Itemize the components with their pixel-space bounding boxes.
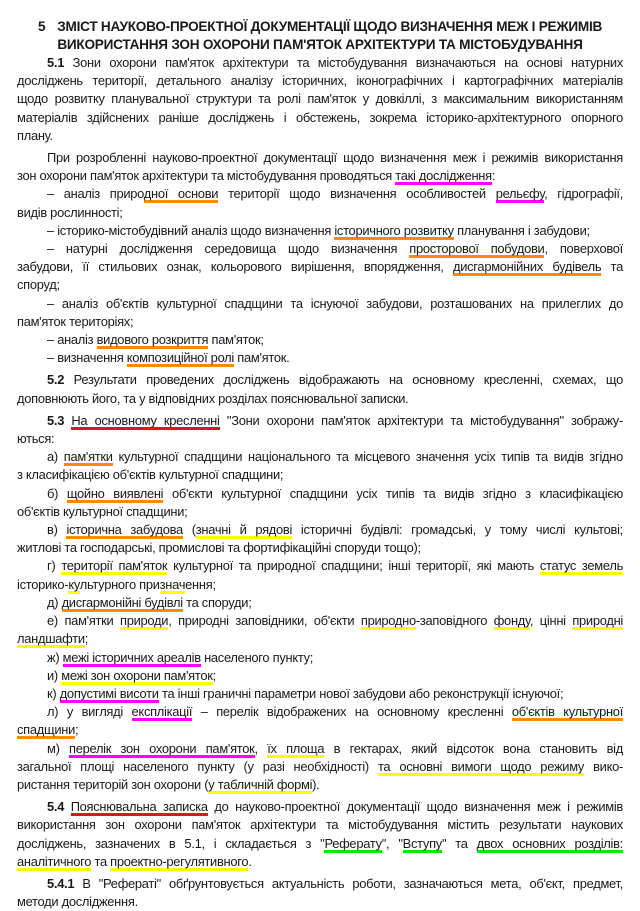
highlight-underline-yellow: та основні вимоги щодо режиму <box>377 758 585 774</box>
text-segment: ; <box>212 667 216 683</box>
clause-number: 5.4.1 <box>47 875 75 891</box>
text-segment: та інші граничні параметри нової забудови або реконструкції існуючої; <box>158 685 564 701</box>
text-segment: – натурні дослідження середовища щодо визначення <box>47 241 410 257</box>
document-body <box>17 54 623 911</box>
text-segment: б) <box>47 485 67 501</box>
text-line <box>17 109 623 127</box>
text-segment: та <box>91 853 111 869</box>
highlight-underline-yellow: статус земель <box>539 558 623 574</box>
text-segment: л) у вигляді <box>47 704 132 720</box>
text-line <box>17 503 623 521</box>
text-line <box>17 72 623 90</box>
text-segment: При розробленні науково-проектної документації щодо визначення меж і режимів використання <box>47 150 623 166</box>
text-segment: споруд; <box>17 277 60 293</box>
text-segment: Результати проведених досліджень відображають на основному кресленні, схемах, що <box>64 372 623 388</box>
highlight-underline-yellow: ку <box>68 576 80 592</box>
text-segment: в гектарах, який відсоток вона становить від <box>324 740 623 756</box>
text-segment: – аналіз об'єктів культурної спадщини та існуючої забудови, розташованих на прилеглих до <box>47 295 623 311</box>
text-segment: досліджень території, детального аналізу історичних, іконографічних і картографічних матеріалів <box>17 73 623 89</box>
section-number: 5 <box>37 19 46 34</box>
clause-number: 5.2 <box>47 372 65 388</box>
text-line <box>17 594 623 612</box>
highlight-underline-red: Пояснювальна записка <box>70 799 208 815</box>
highlight-underline-orange: просторової побудови <box>409 241 545 257</box>
text-line <box>17 313 623 331</box>
text-line <box>17 295 623 313</box>
text-segment: , гідрографії, <box>544 186 624 202</box>
text-line <box>17 776 623 794</box>
text-segment: зон охорони пам'яток архітектури та містобудування проводяться <box>17 168 396 184</box>
highlight-underline-green: двох основних розділів: <box>476 835 623 851</box>
highlight-underline-orange: історична забудова <box>66 522 183 538</box>
research-item-6 <box>17 349 623 367</box>
text-segment: планування і забудови; <box>453 222 590 238</box>
text-segment: д) <box>47 594 62 610</box>
text-line <box>17 276 623 294</box>
research-item-1 <box>17 185 623 221</box>
text-segment: населеного пункту; <box>200 649 314 665</box>
text-segment: – визначення <box>47 350 127 366</box>
text-line <box>17 185 623 203</box>
text-line <box>17 875 623 893</box>
highlight-underline-magenta: такі дослідження <box>395 168 492 184</box>
text-line <box>17 204 623 222</box>
text-segment: , цінні <box>529 613 573 629</box>
text-segment: загальної площі населеного пункту (у разі необхідності) <box>17 758 378 774</box>
highlight-underline-orange: видового розкриття <box>96 332 209 348</box>
text-segment: ристання територій зон охорони ( <box>17 776 209 792</box>
text-segment: Зони охорони пам'яток архітектури та містобудування визначаються на основі натурних <box>64 55 623 70</box>
text-segment: об'єкти культурної спадщини усіх типів та видів згідно з класифікацією <box>163 485 623 501</box>
text-segment: житлові та господарські, промислові та фортифікаційні споруди тощо); <box>17 540 421 556</box>
item-m <box>17 740 623 795</box>
section-5-4-1 <box>17 875 623 911</box>
item-v <box>17 521 623 557</box>
text-line <box>17 521 623 539</box>
text-segment: в) <box>47 522 67 538</box>
text-segment: льтурного при <box>79 576 160 592</box>
text-line <box>17 539 623 557</box>
section-5-3 <box>17 412 623 448</box>
clause-number: 5.4 <box>47 799 65 815</box>
section-5-1 <box>17 54 623 145</box>
text-segment: пам'яток; <box>208 332 264 348</box>
text-segment: "Зони охорони пам'яток архітектури та містобудування" зображу- <box>219 412 623 428</box>
text-line <box>17 485 623 503</box>
item-y <box>17 667 623 685</box>
section-title-line-1 <box>17 18 623 36</box>
research-item-5 <box>17 331 623 349</box>
item-zh <box>17 649 623 667</box>
text-segment: ж) <box>47 649 63 665</box>
text-segment: пам'яток. <box>234 350 290 366</box>
text-segment: використання зон охорони пам'яток архітектури та містобудування містить результати наукових <box>17 817 623 833</box>
text-line <box>17 853 623 871</box>
text-segment: до науково-проектної документації щодо визначення меж і режимів <box>207 799 623 815</box>
text-line <box>17 258 623 276</box>
clause-number: 5.3 <box>47 412 65 428</box>
highlight-underline-orange: об'єктів культурної <box>511 704 623 720</box>
text-segment: ). <box>312 776 320 792</box>
text-segment: а) <box>47 449 64 465</box>
text-segment <box>64 799 71 814</box>
highlight-underline-yellow: у табличній формі <box>208 776 313 792</box>
text-line <box>17 54 623 72</box>
text-segment: пам'яток територіях; <box>17 313 134 329</box>
text-segment: та <box>601 259 623 275</box>
section-5-2 <box>17 371 623 407</box>
research-item-3 <box>17 240 623 295</box>
text-segment: ; <box>75 722 79 738</box>
text-line <box>17 167 623 185</box>
section-title <box>17 18 623 54</box>
item-b <box>17 485 623 521</box>
research-intro <box>17 149 623 185</box>
text-line <box>17 893 623 911</box>
item-h <box>17 557 623 593</box>
text-line <box>17 371 623 389</box>
text-line <box>17 816 623 834</box>
highlight-underline-yellow: проектно-регулятивного <box>110 853 249 869</box>
highlight-underline-orange: дної основи <box>143 186 219 202</box>
text-segment: досліджень, зазначених в 5.1, і складається з " <box>17 835 325 851</box>
text-segment: – історико-містобудівний аналіз щодо визначення <box>47 222 335 238</box>
highlight-underline-magenta: перелік зон охорони пам'яток <box>69 740 255 756</box>
text-segment: забудови, її стильових ознак, кольорового вирішення, впорядження, <box>17 259 453 275</box>
highlight-underline-magenta: допустимі висоти <box>59 685 159 701</box>
highlight-underline-orange: щойно виявлені <box>66 485 164 501</box>
text-segment: з класифікацією об'єктів культурної спадщини; <box>17 467 284 483</box>
text-segment: історичні будівлі: громадські, у тому числі культові; <box>292 522 623 538</box>
highlight-underline-yellow: природні <box>572 613 623 629</box>
text-segment: щодо розвитку планувальної структури та ролі пам'яток у довкіллі, з максимальним використанням <box>17 91 623 107</box>
text-segment: території щодо визначення особливостей <box>218 186 496 202</box>
text-segment: методи дослідження. <box>17 894 138 910</box>
item-a <box>17 448 623 484</box>
text-line <box>17 649 623 667</box>
text-segment: , природні заповідники, об'єкти <box>168 613 361 629</box>
research-item-4 <box>17 295 623 331</box>
text-line <box>17 430 623 448</box>
clause-number: 5.1 <box>47 55 65 70</box>
text-line <box>17 721 623 739</box>
item-l <box>17 703 623 739</box>
item-d <box>17 594 623 612</box>
text-segment: матеріалів здійснених раніше досліджень і обстежень, зокрема історико-архітектурного опорного <box>17 109 623 125</box>
highlight-underline-green: Реферату <box>324 835 382 851</box>
text-segment: ; <box>84 631 89 647</box>
text-segment: к) <box>47 685 60 701</box>
section-title-line-2: ВИКОРИСТАННЯ ЗОН ОХОРОНИ ПАМ'ЯТОК АРХІТЕКТУРИ ТА МІСТОБУДУВАННЯ <box>57 37 583 52</box>
text-line <box>17 390 623 408</box>
text-line <box>17 758 623 776</box>
text-segment: культурної спадщини національного та місцевого значення усіх типів та видів згідно <box>112 449 623 465</box>
text-segment: об'єктів культурної спадщини; <box>17 503 188 519</box>
highlight-underline-yellow: фонду <box>493 613 530 629</box>
research-item-2 <box>17 222 623 240</box>
text-line <box>17 612 623 630</box>
highlight-underline-magenta: експлікації <box>131 704 193 720</box>
text-line <box>17 835 623 853</box>
highlight-underline-yellow: їх площа <box>267 740 325 756</box>
highlight-underline-yellow: природи <box>120 613 169 629</box>
text-segment: ються: <box>17 431 55 447</box>
text-segment: . <box>248 853 252 869</box>
text-line <box>17 331 623 349</box>
highlight-underline-yellow: значні й рядові <box>195 522 293 538</box>
text-segment: и) <box>47 667 62 683</box>
highlight-underline-red: На основному кресленні <box>71 412 220 428</box>
text-line <box>17 630 623 648</box>
text-line <box>17 222 623 240</box>
highlight-underline-yellow: природно <box>360 613 416 629</box>
text-line <box>17 240 623 258</box>
highlight-underline-magenta: рельєфу <box>495 186 545 202</box>
highlight-underline-green: Вступу <box>402 835 442 851</box>
text-line <box>17 90 623 108</box>
text-segment: е) пам'ятки <box>47 613 121 629</box>
text-segment: – аналіз <box>47 332 97 348</box>
text-line <box>17 149 623 167</box>
section-title-text: ЗМІСТ НАУКОВО-ПРОЕКТНОЇ ДОКУМЕНТАЦІЇ ЩОДО ВИЗНАЧЕННЯ МЕЖ І РЕЖИМІВ <box>57 19 603 34</box>
text-segment: плану. <box>17 127 53 143</box>
text-segment: – перелік відображених на основному кресленні <box>192 704 512 720</box>
text-line <box>17 798 623 816</box>
text-segment: ", " <box>381 835 403 851</box>
highlight-underline-orange: композиційної ролі <box>126 350 234 366</box>
text-segment: м) <box>47 740 69 756</box>
text-segment: – аналіз приро <box>47 186 144 202</box>
text-line <box>17 667 623 685</box>
text-line <box>17 349 623 367</box>
text-line <box>17 685 623 703</box>
text-segment: -заповідного <box>415 613 494 629</box>
text-segment: : <box>491 168 496 184</box>
highlight-underline-yellow: ландшафти <box>17 631 85 647</box>
highlight-underline-orange: пам'ятки <box>63 449 113 465</box>
text-segment: вико- <box>584 758 624 774</box>
text-segment: г) <box>47 558 62 574</box>
text-segment: , <box>254 740 268 756</box>
document-page <box>17 18 623 911</box>
text-segment: В "Рефераті" обґрунтовується актуальність роботи, зазначаються мета, об'єкт, предмет, <box>74 875 623 891</box>
text-segment: ення; <box>185 576 216 592</box>
text-line <box>17 557 623 575</box>
text-line <box>17 703 623 721</box>
highlight-underline-orange: дисгармонійні будівлі <box>61 594 183 610</box>
highlight-underline-yellow: знач <box>159 576 186 592</box>
text-segment: " та <box>441 835 477 851</box>
text-line <box>17 740 623 758</box>
highlight-underline-orange: спадщини <box>17 722 76 738</box>
highlight-underline-yellow: межі зон охорони пам'яток <box>61 667 213 683</box>
item-e <box>17 612 623 648</box>
text-segment: , поверхової <box>544 241 623 257</box>
item-k <box>17 685 623 703</box>
text-segment: доповнюють його, та у відповідних розділах пояснювальної записки. <box>17 390 409 406</box>
section-5-4 <box>17 798 623 871</box>
highlight-underline-yellow: території пам'яток <box>61 558 168 574</box>
text-segment: видів рослинності; <box>17 204 123 220</box>
text-line <box>17 448 623 466</box>
text-segment: культурної та природної спадщини; інші території, які мають <box>167 558 540 574</box>
highlight-underline-orange: дисгармонійних будівель <box>452 259 602 275</box>
text-segment: ( <box>182 522 196 538</box>
text-line <box>17 412 623 430</box>
text-line <box>17 466 623 484</box>
text-segment: та споруди; <box>182 594 252 610</box>
highlight-underline-yellow: аналітичного <box>17 853 92 869</box>
highlight-underline-magenta: межі історичних ареалів <box>62 649 201 665</box>
text-segment: історико- <box>17 576 69 592</box>
highlight-underline-orange: історичного розвитку <box>334 222 454 238</box>
text-line <box>17 576 623 594</box>
text-line <box>17 127 623 145</box>
